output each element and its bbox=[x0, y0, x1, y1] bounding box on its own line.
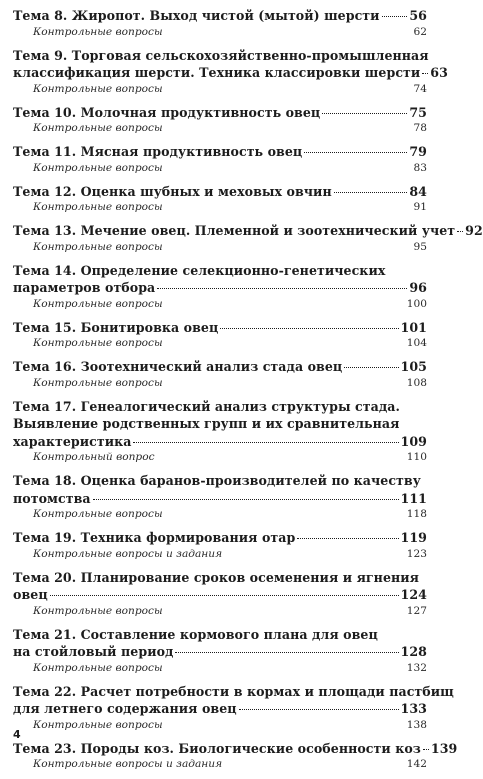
toc-title-text: на стойловый период bbox=[13, 644, 174, 659]
dot-leader bbox=[220, 328, 398, 329]
dot-leader bbox=[423, 749, 429, 750]
toc-subentry-page: 138 bbox=[406, 718, 427, 731]
toc-subentry[interactable] bbox=[13, 240, 427, 255]
toc-page-number: 128 bbox=[400, 644, 427, 659]
toc-subentry-page: 142 bbox=[406, 758, 427, 770]
toc-entry-title bbox=[13, 319, 427, 337]
toc-entry-title bbox=[13, 183, 427, 201]
toc-title-text: Тема 15. Бонитировка овец bbox=[13, 319, 219, 335]
toc-entry[interactable] bbox=[13, 569, 427, 619]
toc-subentry-text: Контрольные вопросы bbox=[33, 508, 163, 520]
toc-subentry-page: 108 bbox=[406, 376, 427, 389]
toc-entry[interactable] bbox=[13, 683, 454, 733]
toc-title-text: Тема 11. Мясная продуктивность овец bbox=[13, 144, 303, 159]
toc-title-text: для летнего содержания овец bbox=[13, 701, 237, 716]
toc-subentry[interactable] bbox=[13, 507, 427, 522]
toc-subentry-text: Контрольные вопросы bbox=[33, 122, 163, 134]
toc-subentry-text: Контрольные вопросы bbox=[33, 661, 163, 674]
toc-subentry[interactable] bbox=[13, 82, 427, 97]
toc-entry[interactable] bbox=[13, 222, 483, 255]
toc-title-text: Тема 8. Жиропот. Выход чистой (мытой) шерсти bbox=[13, 8, 380, 23]
dot-leader bbox=[457, 231, 463, 232]
dot-leader bbox=[157, 288, 407, 289]
toc-title-text: Тема 9. Торговая сельскохозяйственно-промышленная bbox=[13, 47, 429, 63]
toc-entry-title bbox=[13, 358, 427, 376]
toc-page-number: 96 bbox=[409, 280, 427, 295]
dot-leader bbox=[382, 16, 408, 17]
toc-subentry-text: Контрольные вопросы bbox=[33, 604, 163, 617]
toc-subentry-text: Контрольные вопросы bbox=[33, 337, 163, 349]
toc-subentry-text: Контрольные вопросы bbox=[33, 161, 163, 174]
toc-title-text: Тема 12. Оценка шубных и меховых овчин bbox=[13, 183, 332, 199]
toc-entry-title bbox=[13, 222, 483, 240]
toc-subentry-text: Контрольные вопросы bbox=[33, 82, 163, 95]
toc-subentry-page: 100 bbox=[406, 297, 427, 310]
toc-subentry-text: Контрольные вопросы bbox=[33, 25, 163, 38]
toc-subentry[interactable] bbox=[13, 297, 427, 312]
toc-entry[interactable] bbox=[13, 143, 427, 176]
dot-leader bbox=[304, 152, 407, 153]
toc-page-number: 75 bbox=[409, 104, 427, 120]
toc-entry-title bbox=[13, 472, 427, 507]
toc-subentry-page: 91 bbox=[413, 201, 427, 213]
toc-subentry-page: 104 bbox=[406, 337, 427, 349]
dot-leader bbox=[322, 113, 407, 114]
dot-leader bbox=[344, 367, 398, 368]
toc-subentry-page: 83 bbox=[413, 161, 427, 174]
toc-entry[interactable] bbox=[13, 183, 427, 216]
toc-subentry[interactable] bbox=[13, 336, 427, 351]
toc-entry-title bbox=[13, 740, 458, 758]
toc-entry[interactable] bbox=[13, 358, 427, 391]
toc-subentry[interactable] bbox=[13, 450, 427, 465]
toc-subentry[interactable] bbox=[13, 200, 427, 215]
dot-leader bbox=[50, 595, 399, 596]
toc-page-number: 119 bbox=[400, 530, 427, 545]
toc-page-number: 111 bbox=[400, 490, 427, 506]
toc-page-number: 84 bbox=[409, 183, 427, 199]
toc-page-number: 101 bbox=[400, 319, 427, 335]
toc-page-number: 63 bbox=[430, 65, 448, 80]
toc-title-text: Тема 19. Техника формирования отар bbox=[13, 530, 296, 545]
toc-title-text: Выявление родственных групп и их сравнительная bbox=[13, 416, 400, 431]
toc-entry-title bbox=[13, 398, 427, 451]
table-of-contents bbox=[13, 7, 483, 779]
toc-page-number: 79 bbox=[409, 144, 427, 159]
toc-entry[interactable] bbox=[13, 47, 448, 97]
toc-title-text: Тема 13. Мечение овец. Племенной и зоотехнический учет bbox=[13, 223, 456, 238]
toc-subentry-text: Контрольные вопросы bbox=[33, 240, 163, 253]
toc-entry-title bbox=[13, 683, 454, 718]
toc-entry-title bbox=[13, 143, 427, 161]
toc-page-number: 56 bbox=[409, 8, 427, 23]
dot-leader bbox=[93, 499, 399, 500]
toc-subentry-text: Контрольные вопросы bbox=[33, 297, 163, 310]
toc-title-text: параметров отбора bbox=[13, 280, 156, 295]
toc-subentry-text: Контрольные вопросы bbox=[33, 201, 163, 213]
toc-entry[interactable] bbox=[13, 319, 427, 352]
toc-entry[interactable] bbox=[13, 398, 427, 466]
toc-entry[interactable] bbox=[13, 262, 427, 312]
toc-subentry[interactable] bbox=[13, 757, 427, 772]
toc-title-text: потомства bbox=[13, 490, 91, 506]
toc-title-text: Тема 22. Расчет потребности в кормах и площади пастбищ bbox=[13, 683, 454, 699]
toc-subentry-text: Контрольный вопрос bbox=[33, 451, 155, 463]
toc-title-text: овец bbox=[13, 587, 48, 602]
dot-leader bbox=[422, 73, 428, 74]
page-number: 4 bbox=[13, 728, 21, 741]
toc-subentry-text: Контрольные вопросы bbox=[33, 718, 163, 731]
dot-leader bbox=[239, 709, 399, 710]
toc-entry[interactable] bbox=[13, 529, 427, 562]
toc-page-number: 105 bbox=[400, 359, 427, 374]
toc-title-text: Тема 17. Генеалогический анализ структуры стада. bbox=[13, 398, 400, 414]
toc-title-text: Тема 18. Оценка баранов-производителей по качеству bbox=[13, 473, 421, 488]
toc-title-text: Тема 21. Составление кормового плана для овец bbox=[13, 626, 378, 642]
toc-page-number: 109 bbox=[400, 433, 427, 449]
toc-entry-title bbox=[13, 529, 427, 547]
toc-subentry-text: Контрольные вопросы bbox=[33, 376, 163, 389]
toc-title-text: Тема 20. Планирование сроков осеменения и ягнения bbox=[13, 569, 420, 585]
toc-subentry[interactable] bbox=[13, 718, 427, 733]
toc-entry[interactable] bbox=[13, 7, 427, 40]
toc-subentry[interactable] bbox=[13, 604, 427, 619]
toc-entry[interactable] bbox=[13, 740, 458, 773]
toc-entry[interactable] bbox=[13, 472, 427, 522]
toc-entry-title bbox=[13, 262, 427, 297]
toc-subentry[interactable] bbox=[13, 121, 427, 136]
toc-entry-title bbox=[13, 7, 427, 25]
toc-page-number: 139 bbox=[430, 740, 458, 756]
toc-title-text: классификация шерсти. Техника классировки шерсти bbox=[13, 65, 421, 80]
toc-entry-title bbox=[13, 104, 427, 122]
toc-entry-title bbox=[13, 569, 427, 604]
toc-subentry-page: 78 bbox=[413, 122, 427, 134]
toc-title-text: Тема 10. Молочная продуктивность овец bbox=[13, 104, 321, 120]
toc-subentry-page: 74 bbox=[413, 82, 427, 95]
toc-entry[interactable] bbox=[13, 104, 427, 137]
dot-leader bbox=[334, 192, 408, 193]
toc-title-text: характеристика bbox=[13, 433, 132, 449]
toc-subentry[interactable] bbox=[13, 376, 427, 391]
toc-page-number: 133 bbox=[400, 701, 427, 716]
toc-title-text: Тема 16. Зоотехнический анализ стада овец bbox=[13, 359, 343, 374]
dot-leader bbox=[133, 442, 398, 443]
toc-subentry-page: 118 bbox=[406, 508, 427, 520]
toc-page-number: 124 bbox=[400, 587, 427, 602]
toc-entry-title bbox=[13, 626, 427, 661]
toc-subentry-page: 127 bbox=[406, 604, 427, 617]
toc-title-text: Тема 14. Определение селекционно-генетических bbox=[13, 262, 386, 278]
toc-title-text: Тема 23. Породы коз. Биологические особенности коз bbox=[13, 740, 421, 756]
toc-entry-title bbox=[13, 47, 448, 82]
toc-subentry[interactable] bbox=[13, 25, 427, 40]
toc-subentry-page: 123 bbox=[406, 547, 427, 560]
toc-subentry[interactable] bbox=[13, 161, 427, 176]
toc-entry[interactable] bbox=[13, 626, 427, 676]
toc-subentry-text: Контрольные вопросы и задания bbox=[33, 547, 223, 560]
dot-leader bbox=[297, 538, 398, 539]
dot-leader bbox=[175, 652, 398, 653]
toc-subentry-page: 62 bbox=[413, 25, 427, 38]
toc-subentry[interactable] bbox=[13, 661, 427, 676]
toc-subentry[interactable] bbox=[13, 547, 427, 562]
toc-subentry-page: 110 bbox=[406, 451, 427, 463]
toc-subentry-text: Контрольные вопросы и задания bbox=[33, 758, 223, 770]
toc-page-number: 92 bbox=[465, 223, 483, 238]
toc-subentry-page: 95 bbox=[413, 240, 427, 253]
toc-subentry-page: 132 bbox=[406, 661, 427, 674]
